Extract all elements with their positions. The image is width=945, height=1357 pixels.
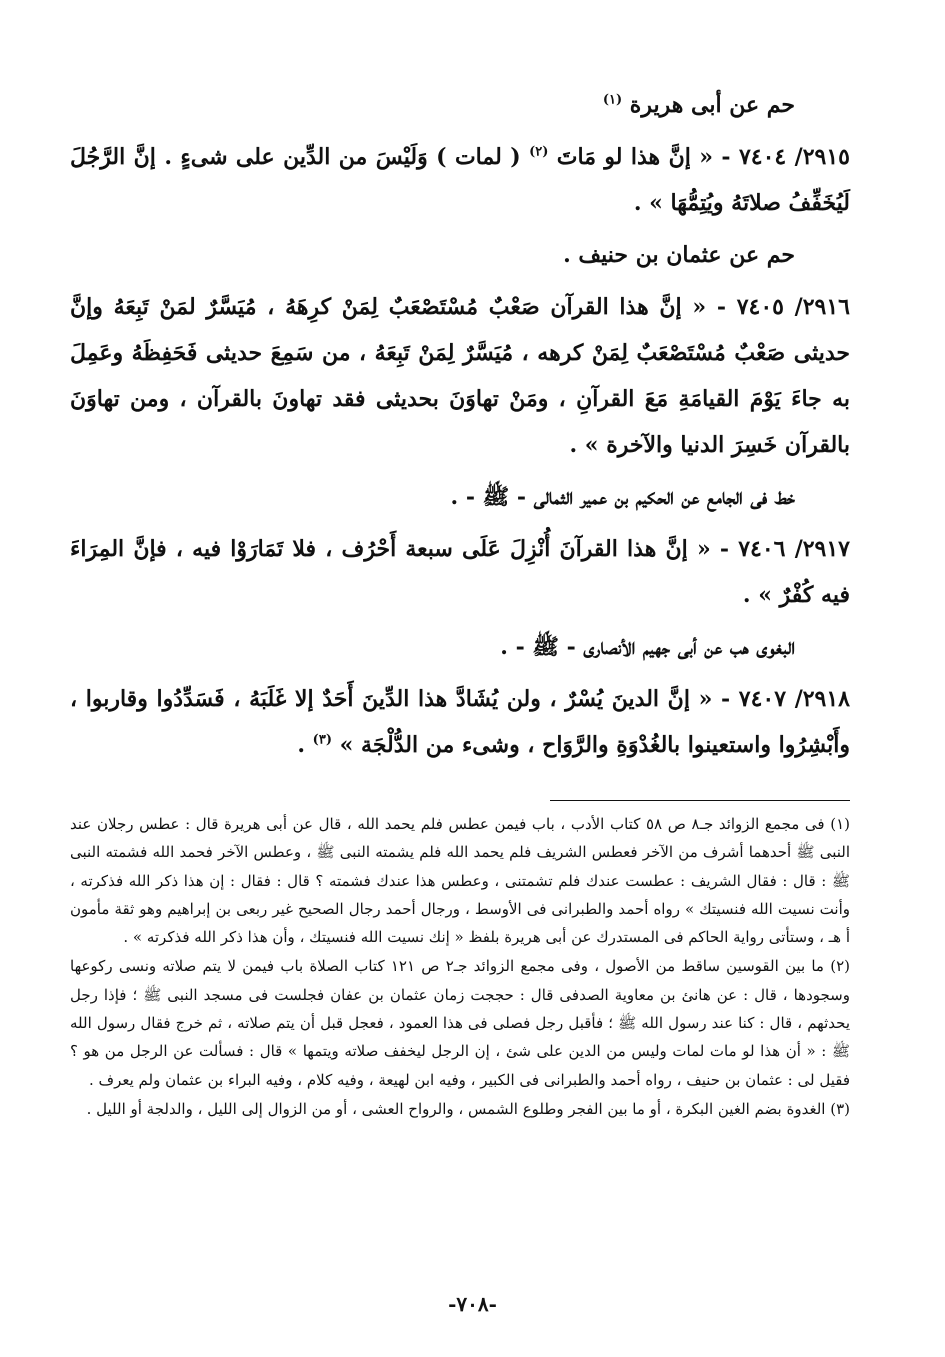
source-line: البغوى هب عن أبى جهيم الأنصارى - ﷺ - . <box>500 634 795 660</box>
footnote-ref: (٣) <box>312 732 332 748</box>
footnote: (١) فى مجمع الزوائد جـ٨ ص ٥٨ كتاب الأدب ، باب فيمن عطس فلم يحمد الله ، قال عن أبى هريرة قال : عطس رجلان عند النبى ﷺ أحدهما أشرف من الآخر فعطس الشريف فلم يحمد الله فلم يشمته النبى ﷺ ، وعطس الآخر فحمد الله فشمته النبى ﷺ : قال : فقال الشريف : عطست عندك فلم تشمتنى ، وعطس هذا عندك فشمته ؟ قال : فقال : إن هذا ذكر الله فذكرته ، وأنت نسيت الله فنسيتك » رواه أحمد والطبرانى فى الأوسط ، ورجال أحمد رجال الصحيح غير ربعى بن إبراهيم وهو ثقة مأمون أ هـ ، وستأتى رواية الحاكم فى المستدرك عن أبى هريرة بلفظ « إنك نسيت الله فنسيتك ، وأن هذا ذكر الله فذكرته » . <box>70 815 850 947</box>
footnote-divider <box>550 800 850 801</box>
hadith-number: ٢٩١٥/ ٧٤٠٤ <box>738 144 850 170</box>
hadith-text: ( لمات ) وَلَيْسَ من الدِّين على شىءٍ . إنَّ الرَّجُلَ لَيُخَفِّفُ صلاتَهُ ويُتِمُّهَا » . <box>70 144 850 216</box>
footnote-ref: (٢) <box>529 144 549 160</box>
footnote-ref: (١) <box>602 92 623 108</box>
source-line <box>70 82 850 128</box>
hadith-entry <box>70 134 850 226</box>
footnotes <box>70 810 850 1124</box>
hadith-number: ٢٩١٨/ ٧٤٠٧ <box>738 686 850 712</box>
main-text <box>70 82 850 774</box>
hadith-text: - « إنَّ الدينَ يُسْرٌ ، ولن يُشَادَّ هذا الدِّينَ أَحَدٌ إلا غَلَبَهُ ، فَسَدِّدُوا وقاربوا ، وأَبْشِرُوا واستعينوا بالغُدْوَةِ والرَّوَاح ، وشىء من الدُّلْجَة » <box>70 686 850 758</box>
hadith-text: - « إنَّ هذا القرآن صَعْبٌ مُسْتَصْعَبٌ لِمَنْ كرِهَهُ ، مُيَسَّرٌ لمَنْ تَبِعَهُ وإنَّ حديثى صَعْبٌ مُسْتَصْعَبٌ لِمَنْ كرهه ، مُيَسَّرٌ لِمَنْ تَبِعَهُ ، من سَمِعَ حديثى فَحَفِظَهُ وعَمِلَ به جاءَ يَوْمَ القيامَةِ مَعَ القرآنِ ، ومَنْ تهاوَنَ بحديثى فقد تهاونَ بالقرآن ، ومن تهاوَنَ بالقرآن خَسِرَ الدنيا والآخرة » . <box>70 294 850 458</box>
hadith-text: - « إنَّ هذا لو مَاتَ <box>556 144 731 170</box>
footnote: (٢) ما بين القوسين ساقط من الأصول ، وفى مجمع الزوائد جـ٢ ص ١٢١ كتاب الصلاة باب فيمن لا يتم صلاته ونسى ركوعها وسجودها ، قال : عن هانئ بن معاوية الصدفى قال : حججت زمان عثمان بن عفان فجلست فى مسجد النبى ﷺ ؛ فإذا رجل يحدثهم ، قال : كنا عند رسول الله ﷺ ؛ فأقبل رجل فصلى فى هذا العمود ، فعجل قبل أن يتم صلاته ، ثم خرج فقال رسول الله ﷺ : « أن هذا لو مات لمات وليس من الدين على شئ ، إن الرجل ليخفف صلاته ويتمها » قال : فسألت عن الرجل من هو ؟ فقيل لى : عثمان بن حنيف ، رواه أحمد والطبرانى فى الكبير ، وفيه ابن لهيعة ، وفيه كلام ، وفيه البراء بن عثمان ولم يعرف . <box>70 957 850 1089</box>
source-line: حم عن عثمان بن حنيف . <box>563 242 795 268</box>
hadith-text: . <box>297 732 305 758</box>
hadith-number: ٢٩١٦/ ٧٤٠٥ <box>736 294 850 320</box>
hadith-entry <box>70 526 850 618</box>
source-text: حم عن أبى هريرة <box>629 92 795 118</box>
source-line: خط فى الجامع عن الحكيم بن عمير الثمالى - ﷺ - . <box>450 484 795 510</box>
hadith-entry <box>70 284 850 468</box>
hadith-entry <box>70 676 850 768</box>
page-number: -٧٠٨- <box>448 1292 497 1316</box>
hadith-number: ٢٩١٧/ ٧٤٠٦ <box>738 536 850 562</box>
hadith-text: - « إنَّ هذا القرآنَ أُنْزِلَ عَلَى سبعة أَحْرُف ، فلا تَمَارَوْا فيه ، فإنَّ المِرَاءَ فيه كُفْرٌ » . <box>70 536 850 608</box>
footnote: (٣) الغدوة بضم الغين البكرة ، أو ما بين الفجر وطلوع الشمس ، والرواح العشى ، أو من الزوال إلى الليل ، والدلجة أو الليل . <box>86 1099 850 1118</box>
